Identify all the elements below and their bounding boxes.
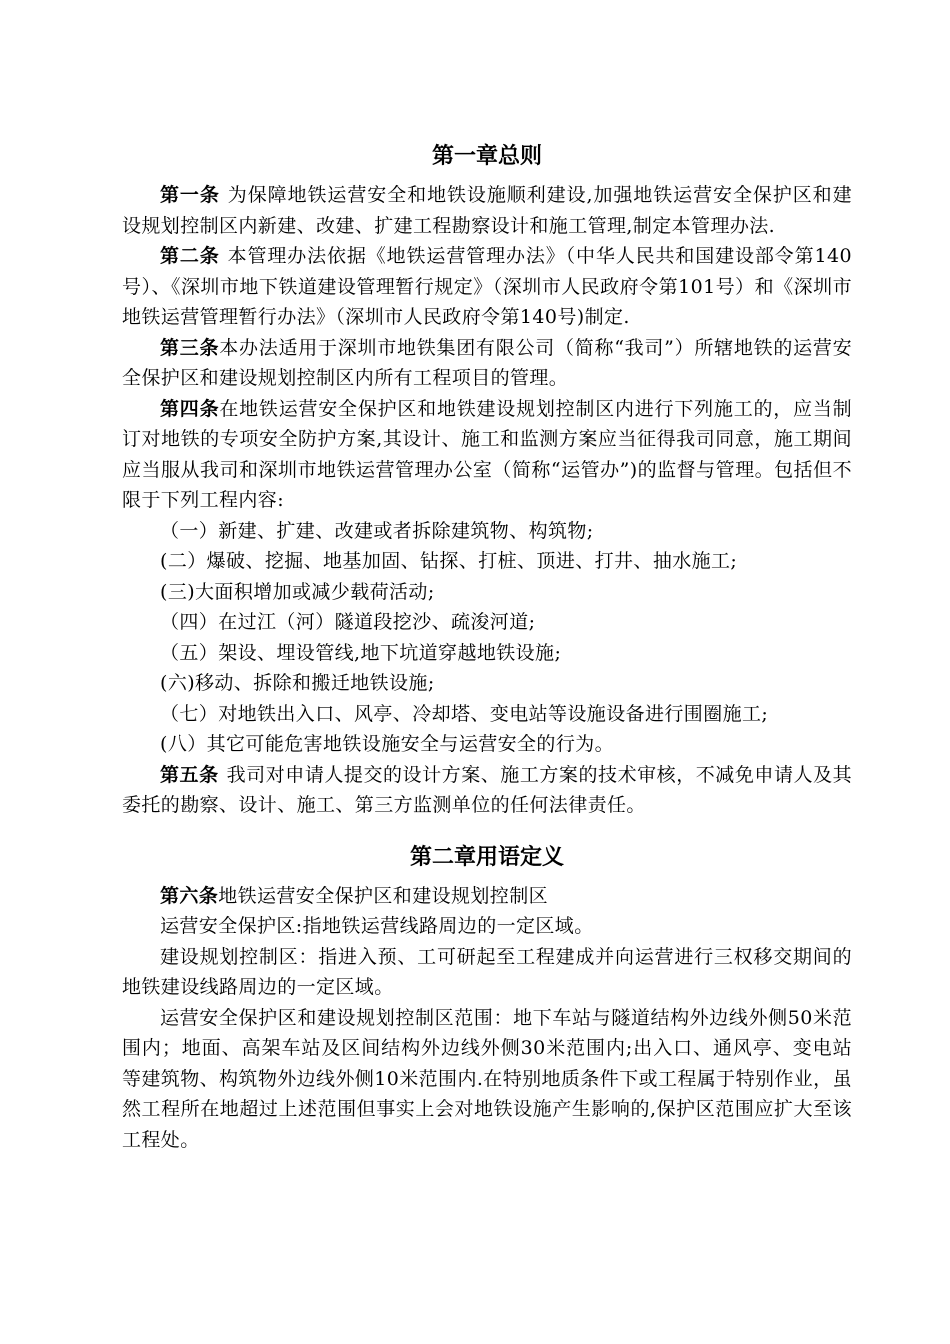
chapter-2-title: 第二章用语定义 <box>409 844 564 870</box>
article-text: 本办法适用于深圳市地铁集团有限公司（简称“我司”）所辖地铁的运营安全保护区和建设规划控制区内所有工程项目的管理。 <box>122 336 852 389</box>
article-label: 第六条 <box>160 884 219 907</box>
article-label: 第一条 <box>160 184 220 206</box>
list-item: （七）对地铁出入口、风亭、冷却塔、变电站等设施设备进行围圈施工; <box>160 702 769 725</box>
article-label: 第四条 <box>160 397 220 420</box>
article-label: 第五条 <box>160 763 219 786</box>
article-label: 第二条 <box>160 245 220 267</box>
article-label: 第三条 <box>160 336 220 359</box>
chapter-1-title: 第一章总则 <box>431 144 542 169</box>
article-4 <box>122 394 852 516</box>
list-item: (六)移动、拆除和搬迁地铁设施; <box>160 672 435 694</box>
list-item: (八）其它可能危害地铁设施安全与运营安全的行为。 <box>160 733 615 755</box>
article-3 <box>122 333 852 394</box>
document-page <box>122 140 852 1155</box>
article-text: 本管理办法依据《地铁运营管理办法》（中华人民共和国建设部令第140号）、《深圳市地下铁道建设管理暂行规定》（深圳市人民政府令第101号）和《深圳市地铁运营管理暂行办法》（深圳市人民政府令第140号)制定. <box>122 245 852 328</box>
article-2 <box>122 241 852 333</box>
article-5 <box>122 760 852 821</box>
article-text: 为保障地铁运营安全和地铁设施顺利建设,加强地铁运营安全保护区和建设规划控制区内新建、改建、扩建工程勘察设计和施工管理,制定本管理办法. <box>122 184 853 237</box>
article-text: 地铁运营安全保护区和建设规划控制区 <box>218 884 549 907</box>
article-6 <box>122 881 852 912</box>
article-1 <box>122 180 852 241</box>
article-text: 我司对申请人提交的设计方案、施工方案的技术审核，不减免申请人及其委托的勘察、设计、施工、第三方监测单位的任何法律责任。 <box>122 763 852 816</box>
definition-paragraph: 建设规划控制区：指进入预、工可研起至工程建成并向运营进行三权移交期间的地铁建设线路周边的一定区域。 <box>122 945 852 998</box>
list-item: （一）新建、扩建、改建或者拆除建筑物、构筑物; <box>160 519 594 542</box>
list-item: （五）架设、埋设管线,地下坑道穿越地铁设施; <box>160 641 562 664</box>
list-item: (三)大面积增加或减少载荷活动; <box>160 580 435 603</box>
definition-paragraph: 运营安全保护区:指地铁运营线路周边的一定区域。 <box>160 915 594 937</box>
definition-paragraph: 运营安全保护区和建设规划控制区范围：地下车站与隧道结构外边线外侧50米范围内；地面、高架车站及区间结构外边线外侧30米范围内;出入口、通风亭、变电站等建筑物、构筑物外边线外侧10米范围内.在特别地质条件下或工程属于特别作业，虽然工程所在地超过上述范围但事实上会对地铁设施产生影响的,保护区范围应扩大至该工程处。 <box>122 1006 852 1151</box>
list-item: （四）在过江（河）隧道段挖沙、疏浚河道; <box>160 611 536 633</box>
article-text: 在地铁运营安全保护区和地铁建设规划控制区内进行下列施工的，应当制订对地铁的专项安全防护方案,其设计、施工和监测方案应当征得我司同意，施工期间应当服从我司和深圳市地铁运营管理办公室（简称“运管办”)的监督与管理。包括但不限于下列工程内容: <box>122 397 852 511</box>
list-item: (二）爆破、挖掘、地基加固、钻探、打桩、顶进、打井、抽水施工; <box>160 550 738 572</box>
